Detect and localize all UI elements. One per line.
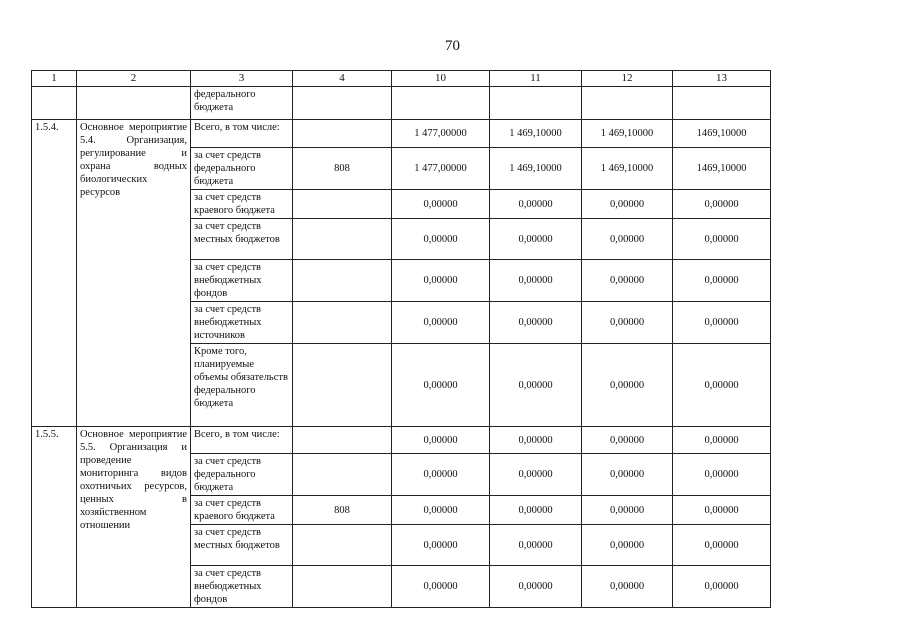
funding-source: за счет средств местных бюджетов xyxy=(191,525,293,566)
code-cell xyxy=(293,302,392,344)
value-cell: 0,00000 xyxy=(582,219,673,260)
funding-source: за счет средств федерального бюджета xyxy=(191,454,293,496)
header-cell: 13 xyxy=(673,71,771,87)
value-cell: 0,00000 xyxy=(490,496,582,525)
code-cell: 808 xyxy=(293,148,392,190)
value-cell: 0,00000 xyxy=(490,219,582,260)
value-cell: 0,00000 xyxy=(392,496,490,525)
value-cell: 0,00000 xyxy=(582,454,673,496)
value-cell: 0,00000 xyxy=(673,454,771,496)
funding-source: Всего, в том числе: xyxy=(191,427,293,454)
header-cell: 12 xyxy=(582,71,673,87)
value-cell: 0,00000 xyxy=(392,190,490,219)
value-cell: 0,00000 xyxy=(392,219,490,260)
measure-code: 1.5.5. xyxy=(32,427,77,608)
funding-source: за счет средств краевого бюджета xyxy=(191,190,293,219)
value-cell: 0,00000 xyxy=(490,525,582,566)
page-number: 70 xyxy=(445,38,460,54)
value-cell: 0,00000 xyxy=(673,566,771,608)
value-cell: 0,00000 xyxy=(490,260,582,302)
value-cell: 0,00000 xyxy=(673,427,771,454)
header-cell: 3 xyxy=(191,71,293,87)
header-row xyxy=(32,71,771,87)
value-cell: 1 469,10000 xyxy=(490,148,582,190)
value-cell: 1 469,10000 xyxy=(582,148,673,190)
value-cell: 0,00000 xyxy=(582,496,673,525)
value-cell: 0,00000 xyxy=(490,190,582,219)
value-cell: 0,00000 xyxy=(392,260,490,302)
measure-code: 1.5.4. xyxy=(32,120,77,427)
value-cell: 0,00000 xyxy=(392,427,490,454)
cell-empty xyxy=(490,87,582,120)
cell-empty xyxy=(32,87,77,120)
funding-source: за счет средств федерального бюджета xyxy=(191,148,293,190)
value-cell: 0,00000 xyxy=(673,344,771,427)
code-cell xyxy=(293,260,392,302)
cell-empty xyxy=(673,87,771,120)
code-cell xyxy=(293,566,392,608)
funding-source: за счет средств местных бюджетов xyxy=(191,219,293,260)
value-cell: 1469,10000 xyxy=(673,120,771,148)
value-cell: 0,00000 xyxy=(582,260,673,302)
value-cell: 0,00000 xyxy=(392,566,490,608)
funding-source: за счет средств краевого бюджета xyxy=(191,496,293,525)
value-cell: 0,00000 xyxy=(673,190,771,219)
header-cell: 2 xyxy=(77,71,191,87)
code-cell xyxy=(293,219,392,260)
value-cell: 0,00000 xyxy=(392,302,490,344)
value-cell: 0,00000 xyxy=(582,427,673,454)
value-cell: 0,00000 xyxy=(490,427,582,454)
code-cell: 808 xyxy=(293,496,392,525)
value-cell: 0,00000 xyxy=(392,525,490,566)
funding-source: федерального бюджета xyxy=(191,87,293,120)
value-cell: 0,00000 xyxy=(490,302,582,344)
header-cell: 10 xyxy=(392,71,490,87)
header-cell: 4 xyxy=(293,71,392,87)
value-cell: 0,00000 xyxy=(673,219,771,260)
funding-source: за счет средств внебюджетных фондов xyxy=(191,566,293,608)
value-cell: 0,00000 xyxy=(582,302,673,344)
measure-name: Основное мероприятие 5.4. Организация, регулирование и охрана водных биологических ресурсов xyxy=(77,120,191,427)
value-cell: 1 477,00000 xyxy=(392,120,490,148)
value-cell: 0,00000 xyxy=(582,525,673,566)
funding-source: за счет средств внебюджетных источников xyxy=(191,302,293,344)
value-cell: 1 469,10000 xyxy=(582,120,673,148)
continuation-row xyxy=(32,87,771,120)
value-cell: 0,00000 xyxy=(673,302,771,344)
value-cell: 0,00000 xyxy=(582,566,673,608)
value-cell: 1 469,10000 xyxy=(490,120,582,148)
measure-name: Основное мероприятие 5.5. Организация и проведение мониторинга видов охотничьих ресурсов, ценных в хозяйственном отношении xyxy=(77,427,191,608)
table-row xyxy=(32,120,771,148)
value-cell: 0,00000 xyxy=(582,190,673,219)
value-cell: 0,00000 xyxy=(490,344,582,427)
cell-empty xyxy=(293,87,392,120)
funding-source: Всего, в том числе: xyxy=(191,120,293,148)
value-cell: 0,00000 xyxy=(490,566,582,608)
funding-source: за счет средств внебюджетных фондов xyxy=(191,260,293,302)
code-cell xyxy=(293,190,392,219)
cell-empty xyxy=(392,87,490,120)
cell-empty xyxy=(582,87,673,120)
value-cell: 0,00000 xyxy=(673,496,771,525)
value-cell: 0,00000 xyxy=(392,344,490,427)
table-row xyxy=(32,427,771,454)
value-cell: 0,00000 xyxy=(673,525,771,566)
code-cell xyxy=(293,525,392,566)
code-cell xyxy=(293,454,392,496)
header-cell: 11 xyxy=(490,71,582,87)
code-cell xyxy=(293,120,392,148)
value-cell: 0,00000 xyxy=(582,344,673,427)
code-cell xyxy=(293,427,392,454)
funding-source: Кроме того, планируемые объемы обязательств федерального бюджета xyxy=(191,344,293,427)
code-cell xyxy=(293,344,392,427)
cell-empty xyxy=(77,87,191,120)
value-cell: 1 477,00000 xyxy=(392,148,490,190)
header-cell: 1 xyxy=(32,71,77,87)
value-cell: 0,00000 xyxy=(673,260,771,302)
budget-table xyxy=(31,70,771,608)
value-cell: 0,00000 xyxy=(392,454,490,496)
value-cell: 0,00000 xyxy=(490,454,582,496)
value-cell: 1469,10000 xyxy=(673,148,771,190)
